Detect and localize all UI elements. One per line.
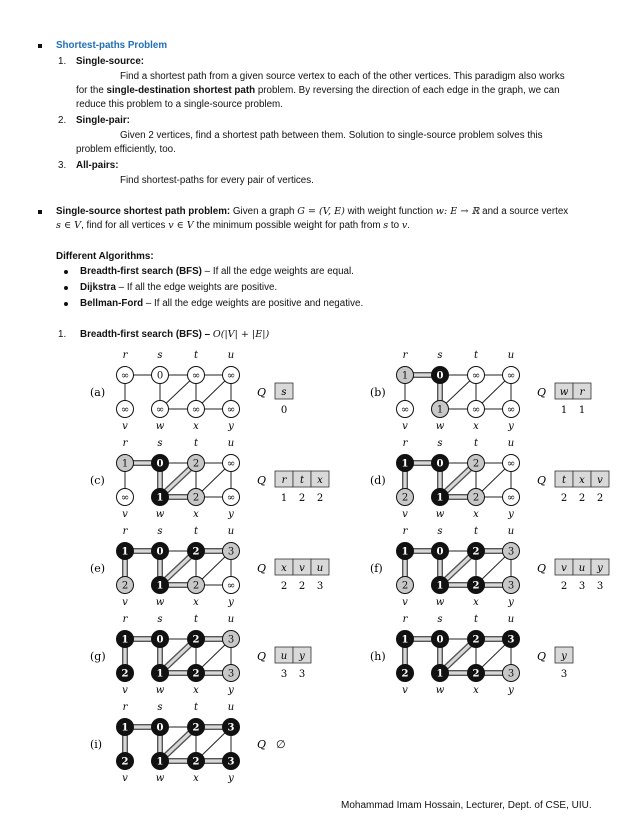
vertex-distance: 1 bbox=[156, 668, 164, 680]
vertex-label: v bbox=[402, 509, 408, 520]
vertex-label: x bbox=[193, 421, 199, 432]
queue-label: Q bbox=[257, 474, 267, 487]
vertex-distance: 2 bbox=[192, 756, 200, 768]
vertex-distance: 1 bbox=[121, 634, 129, 646]
vertex-label: x bbox=[473, 597, 479, 608]
queue-label: Q bbox=[257, 738, 267, 751]
vertex-distance: 1 bbox=[436, 404, 444, 416]
vertex-distance: 0 bbox=[156, 458, 164, 470]
vertex-distance: 3 bbox=[227, 722, 235, 734]
vertex-label: u bbox=[507, 350, 515, 361]
vertex-distance: 1 bbox=[436, 492, 444, 504]
problem-definition-cont: s ∈ V, find for all vertices v ∈ V the minimum possible weight for path from s to v. bbox=[56, 220, 410, 231]
vertex-distance: 1 bbox=[121, 458, 129, 470]
queue-distance: 2 bbox=[316, 493, 324, 504]
queue-distance: 2 bbox=[298, 493, 306, 504]
bullet-icon bbox=[64, 270, 68, 274]
queue-vertex: s bbox=[281, 387, 287, 398]
vertex-label: u bbox=[507, 526, 515, 537]
bfs-diagram bbox=[0, 345, 638, 785]
queue-vertex: t bbox=[561, 475, 567, 486]
vertex-label: s bbox=[437, 350, 443, 361]
vertex-distance: 0 bbox=[156, 722, 164, 734]
vertex-distance: 1 bbox=[121, 722, 129, 734]
vertex-label: u bbox=[227, 350, 235, 361]
vertex-label: y bbox=[228, 509, 234, 520]
vertex-label: r bbox=[402, 350, 408, 361]
bfs-panel bbox=[90, 614, 311, 696]
queue-vertex: v bbox=[561, 563, 567, 574]
vertex-distance: 1 bbox=[436, 668, 444, 680]
vertex-label: x bbox=[473, 421, 479, 432]
algorithm-item: Breadth-first search (BFS) – If all the edge weights are equal. bbox=[80, 266, 354, 277]
queue-distance: 3 bbox=[280, 669, 288, 680]
vertex-label: x bbox=[193, 685, 199, 696]
vertex-distance: 2 bbox=[192, 722, 200, 734]
panel-tag: (e) bbox=[90, 562, 106, 575]
vertex-label: r bbox=[122, 526, 128, 537]
item-number: 1. bbox=[58, 329, 67, 340]
vertex-distance: 0 bbox=[436, 458, 444, 470]
vertex-label: w bbox=[155, 509, 165, 520]
vertex-distance: 2 bbox=[472, 546, 480, 558]
vertex-label: r bbox=[122, 614, 128, 625]
panel-tag: (d) bbox=[370, 474, 386, 487]
vertex-distance: 1 bbox=[436, 580, 444, 592]
paragraph-line: Given 2 vertices, find a shortest path between them. Solution to single-source problem solves this bbox=[120, 130, 543, 141]
vertex-label: s bbox=[157, 438, 163, 449]
item-number: 3. bbox=[58, 160, 67, 171]
vertex-label: u bbox=[227, 526, 235, 537]
bfs-panel bbox=[90, 526, 329, 608]
vertex-distance: ∞ bbox=[506, 492, 516, 504]
bfs-panel bbox=[90, 438, 329, 520]
vertex-label: w bbox=[155, 685, 165, 696]
vertex-distance: 2 bbox=[192, 458, 200, 470]
bfs-panel bbox=[370, 438, 609, 520]
queue-vertex: y bbox=[299, 651, 305, 662]
vertex-distance: 2 bbox=[472, 580, 480, 592]
panel-tag: (a) bbox=[90, 386, 106, 399]
queue-distance: 2 bbox=[596, 493, 604, 504]
vertex-distance: 2 bbox=[472, 634, 480, 646]
vertex-label: y bbox=[228, 773, 234, 784]
queue-vertex: x bbox=[317, 475, 323, 486]
vertex-distance: 2 bbox=[192, 668, 200, 680]
vertex-distance: ∞ bbox=[226, 458, 236, 470]
vertex-distance: 3 bbox=[507, 546, 515, 558]
queue-vertex: w bbox=[559, 387, 569, 398]
vertex-distance: 2 bbox=[401, 492, 409, 504]
panel-tag: (g) bbox=[90, 650, 106, 663]
queue-distance: 3 bbox=[596, 581, 604, 592]
footer-credit: Mohammad Imam Hossain, Lecturer, Dept. of CSE, UIU. bbox=[341, 800, 592, 811]
vertex-distance: ∞ bbox=[120, 370, 130, 382]
vertex-label: u bbox=[507, 614, 515, 625]
vertex-distance: 3 bbox=[507, 634, 515, 646]
panel-tag: (b) bbox=[370, 386, 386, 399]
vertex-distance: ∞ bbox=[471, 370, 481, 382]
vertex-distance: 2 bbox=[401, 668, 409, 680]
square-bullet-icon bbox=[38, 44, 42, 48]
paragraph-line: for the single-destination shortest path problem. By reversing the direction of each edge in the graph, we can bbox=[76, 85, 560, 96]
vertex-label: t bbox=[473, 526, 479, 537]
section-title: Shortest-paths Problem bbox=[56, 40, 168, 51]
vertex-label: s bbox=[437, 614, 443, 625]
panel-tag: (i) bbox=[90, 738, 103, 751]
vertex-distance: ∞ bbox=[400, 404, 410, 416]
algorithm-item: Bellman-Ford – If all the edge weights are positive and negative. bbox=[80, 298, 364, 309]
queue-vertex: u bbox=[280, 651, 288, 662]
queue-label: Q bbox=[257, 562, 267, 575]
vertex-distance: 2 bbox=[472, 492, 480, 504]
vertex-label: u bbox=[227, 702, 235, 713]
vertex-distance: 1 bbox=[156, 580, 164, 592]
bfs-title: Breadth-first search (BFS) – O(|V| + |E|) bbox=[80, 329, 270, 340]
vertex-label: v bbox=[122, 685, 128, 696]
vertex-label: x bbox=[193, 509, 199, 520]
vertex-label: y bbox=[508, 421, 514, 432]
vertex-label: t bbox=[473, 350, 479, 361]
vertex-label: v bbox=[122, 421, 128, 432]
item-number: 2. bbox=[58, 115, 67, 126]
panel-tag: (h) bbox=[370, 650, 386, 663]
vertex-distance: 1 bbox=[401, 370, 409, 382]
paragraph-line: Find shortest-paths for every pair of vertices. bbox=[120, 175, 314, 186]
queue-distance: 1 bbox=[578, 405, 586, 416]
queue-distance: 1 bbox=[280, 493, 288, 504]
vertex-label: y bbox=[508, 509, 514, 520]
queue-distance: 3 bbox=[316, 581, 324, 592]
vertex-label: w bbox=[435, 509, 445, 520]
item-number: 1. bbox=[58, 56, 67, 67]
queue-vertex: x bbox=[281, 563, 287, 574]
vertex-label: r bbox=[402, 614, 408, 625]
queue-vertex: t bbox=[299, 475, 305, 486]
vertex-distance: ∞ bbox=[226, 492, 236, 504]
vertex-label: v bbox=[122, 597, 128, 608]
vertex-label: t bbox=[193, 614, 199, 625]
vertex-label: r bbox=[122, 350, 128, 361]
queue-distance: 2 bbox=[280, 581, 288, 592]
queue-vertex: y bbox=[597, 563, 603, 574]
vertex-label: t bbox=[193, 350, 199, 361]
vertex-label: x bbox=[193, 773, 199, 784]
panel-tag: (f) bbox=[370, 562, 383, 575]
vertex-distance: 1 bbox=[156, 492, 164, 504]
vertex-label: w bbox=[435, 685, 445, 696]
vertex-distance: ∞ bbox=[191, 370, 201, 382]
item-heading: Single-pair: bbox=[76, 115, 130, 126]
vertex-distance: ∞ bbox=[120, 492, 130, 504]
bullet-icon bbox=[64, 286, 68, 290]
bullet-icon bbox=[64, 302, 68, 306]
vertex-label: s bbox=[157, 702, 163, 713]
vertex-label: s bbox=[157, 614, 163, 625]
vertex-distance: ∞ bbox=[506, 370, 516, 382]
vertex-label: y bbox=[228, 421, 234, 432]
vertex-distance: 0 bbox=[156, 634, 164, 646]
queue-label: Q bbox=[537, 562, 547, 575]
vertex-label: s bbox=[157, 350, 163, 361]
queue-label: Q bbox=[537, 650, 547, 663]
vertex-label: u bbox=[227, 614, 235, 625]
queue-vertex: r bbox=[281, 475, 287, 486]
queue-distance: 1 bbox=[560, 405, 568, 416]
vertex-distance: 1 bbox=[401, 546, 409, 558]
algorithms-heading: Different Algorithms: bbox=[56, 251, 154, 262]
vertex-distance: 0 bbox=[436, 370, 444, 382]
vertex-distance: 2 bbox=[472, 458, 480, 470]
queue-vertex: r bbox=[579, 387, 585, 398]
vertex-distance: 2 bbox=[192, 546, 200, 558]
vertex-label: v bbox=[402, 685, 408, 696]
vertex-label: x bbox=[473, 509, 479, 520]
queue-label: Q bbox=[257, 386, 267, 399]
vertex-distance: 1 bbox=[121, 546, 129, 558]
vertex-label: y bbox=[228, 597, 234, 608]
vertex-distance: ∞ bbox=[506, 404, 516, 416]
vertex-distance: 2 bbox=[121, 668, 129, 680]
item-heading: All-pairs: bbox=[76, 160, 119, 171]
vertex-distance: 2 bbox=[401, 580, 409, 592]
bfs-panel bbox=[90, 350, 293, 432]
queue-distance: 2 bbox=[578, 493, 586, 504]
vertex-label: w bbox=[155, 773, 165, 784]
vertex-label: y bbox=[228, 685, 234, 696]
vertex-label: r bbox=[402, 526, 408, 537]
queue-distance: 2 bbox=[298, 581, 306, 592]
vertex-label: r bbox=[122, 702, 128, 713]
vertex-label: s bbox=[437, 526, 443, 537]
vertex-distance: 3 bbox=[227, 546, 235, 558]
vertex-distance: 2 bbox=[121, 580, 129, 592]
vertex-label: v bbox=[122, 773, 128, 784]
queue-label: Q bbox=[537, 386, 547, 399]
bfs-panel bbox=[90, 702, 286, 784]
queue-vertex: v bbox=[597, 475, 603, 486]
algorithm-item: Dijkstra – If all the edge weights are positive. bbox=[80, 282, 278, 293]
bfs-panel bbox=[370, 350, 591, 432]
paragraph-line: problem efficiently, too. bbox=[76, 144, 176, 155]
vertex-distance: 1 bbox=[156, 756, 164, 768]
vertex-distance: 2 bbox=[192, 634, 200, 646]
queue-distance: 0 bbox=[280, 405, 288, 416]
vertex-label: r bbox=[122, 438, 128, 449]
vertex-label: w bbox=[155, 597, 165, 608]
queue-vertex: u bbox=[316, 563, 324, 574]
vertex-distance: 2 bbox=[121, 756, 129, 768]
queue-label: Q bbox=[537, 474, 547, 487]
vertex-distance: 0 bbox=[436, 634, 444, 646]
vertex-distance: 3 bbox=[507, 668, 515, 680]
vertex-distance: 0 bbox=[156, 370, 164, 382]
vertex-distance: 0 bbox=[436, 546, 444, 558]
vertex-distance: ∞ bbox=[120, 404, 130, 416]
vertex-distance: 2 bbox=[192, 492, 200, 504]
vertex-distance: 0 bbox=[156, 546, 164, 558]
vertex-label: v bbox=[402, 421, 408, 432]
queue-vertex: y bbox=[561, 651, 567, 662]
paragraph-line: reduce this problem to a single-source problem. bbox=[76, 99, 283, 110]
queue-distance: 3 bbox=[298, 669, 306, 680]
vertex-label: t bbox=[473, 614, 479, 625]
vertex-distance: ∞ bbox=[506, 458, 516, 470]
vertex-label: v bbox=[402, 597, 408, 608]
vertex-distance: 1 bbox=[401, 634, 409, 646]
vertex-label: s bbox=[157, 526, 163, 537]
queue-distance: 3 bbox=[578, 581, 586, 592]
vertex-label: x bbox=[193, 597, 199, 608]
panel-tag: (c) bbox=[90, 474, 105, 487]
vertex-label: u bbox=[227, 438, 235, 449]
vertex-label: w bbox=[155, 421, 165, 432]
problem-definition: Single-source shortest path problem: Given a graph G = (V, E) with weight function w: E → ℝ and a source vertex bbox=[56, 206, 569, 217]
queue-vertex: x bbox=[579, 475, 585, 486]
vertex-distance: 2 bbox=[192, 580, 200, 592]
vertex-distance: ∞ bbox=[471, 404, 481, 416]
queue-distance: 2 bbox=[560, 581, 568, 592]
vertex-distance: ∞ bbox=[155, 404, 165, 416]
vertex-label: u bbox=[507, 438, 515, 449]
empty-queue: ∅ bbox=[276, 738, 286, 751]
queue-label: Q bbox=[257, 650, 267, 663]
vertex-label: t bbox=[473, 438, 479, 449]
vertex-distance: 2 bbox=[472, 668, 480, 680]
vertex-label: t bbox=[193, 438, 199, 449]
bfs-panel bbox=[370, 526, 609, 608]
vertex-label: t bbox=[193, 526, 199, 537]
vertex-distance: ∞ bbox=[226, 404, 236, 416]
vertex-label: s bbox=[437, 438, 443, 449]
vertex-distance: 3 bbox=[227, 668, 235, 680]
bfs-panel bbox=[370, 614, 573, 696]
vertex-distance: 3 bbox=[507, 580, 515, 592]
vertex-label: y bbox=[508, 597, 514, 608]
vertex-distance: ∞ bbox=[226, 370, 236, 382]
vertex-distance: 1 bbox=[401, 458, 409, 470]
square-bullet-icon bbox=[38, 210, 42, 214]
vertex-label: v bbox=[122, 509, 128, 520]
vertex-distance: ∞ bbox=[191, 404, 201, 416]
queue-distance: 2 bbox=[560, 493, 568, 504]
vertex-label: x bbox=[473, 685, 479, 696]
vertex-distance: ∞ bbox=[226, 580, 236, 592]
vertex-distance: 3 bbox=[227, 756, 235, 768]
vertex-label: r bbox=[402, 438, 408, 449]
vertex-label: w bbox=[435, 597, 445, 608]
vertex-label: y bbox=[508, 685, 514, 696]
queue-vertex: u bbox=[578, 563, 586, 574]
vertex-distance: 3 bbox=[227, 634, 235, 646]
vertex-label: t bbox=[193, 702, 199, 713]
queue-distance: 3 bbox=[560, 669, 568, 680]
paragraph-line: Find a shortest path from a given source vertex to each of the other vertices. This paradigm also works bbox=[120, 71, 565, 82]
vertex-label: w bbox=[435, 421, 445, 432]
item-heading: Single-source: bbox=[76, 56, 145, 67]
queue-vertex: v bbox=[299, 563, 305, 574]
